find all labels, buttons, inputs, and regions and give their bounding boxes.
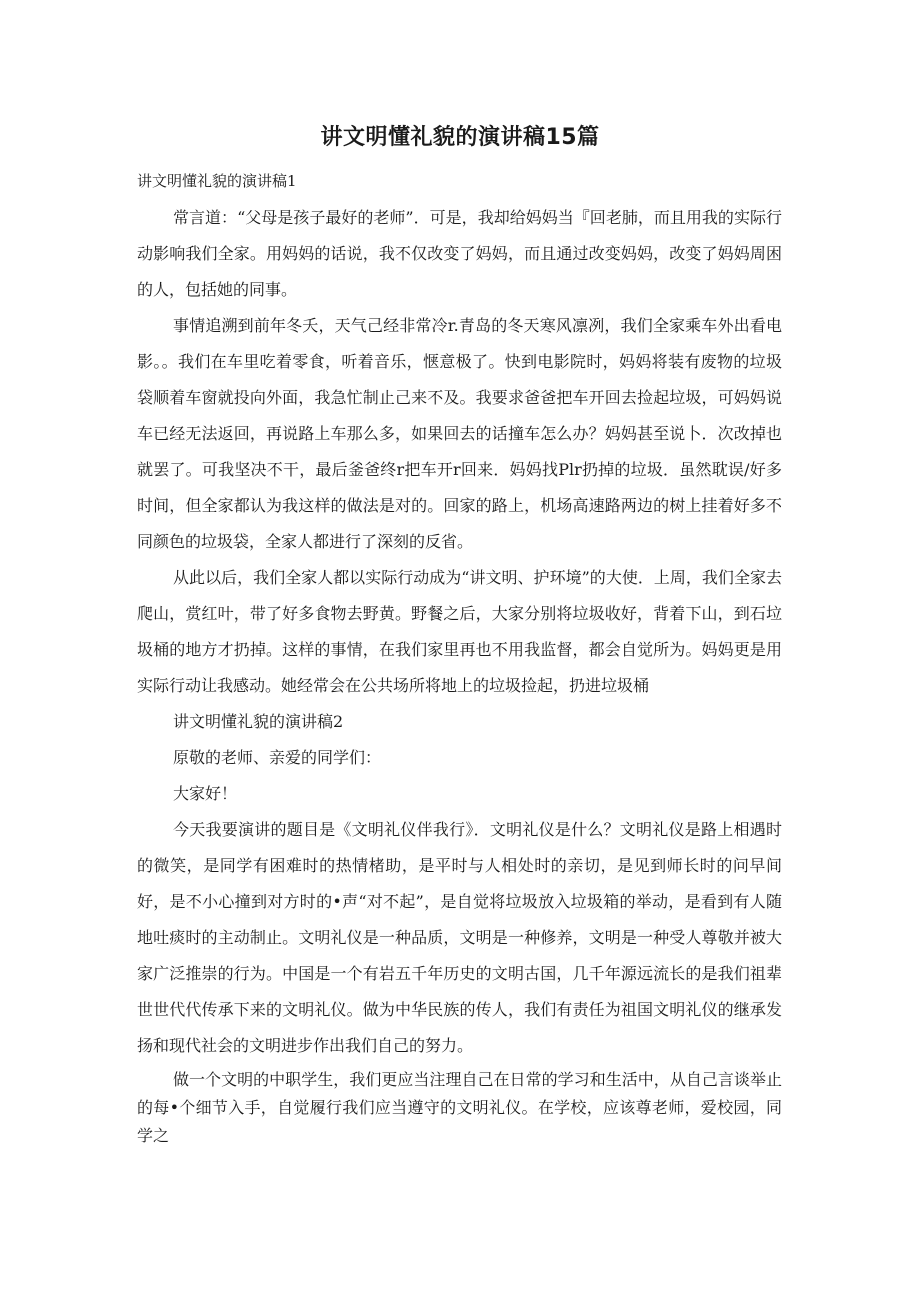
paragraph: 做一个文明的中职学生，我们更应当注理自己在日常的学习和生活中，从自己言谈举止的每•个细节入手，自觉履行我们应当遵守的文明礼仪。在学校，应该尊老师，爱校园，同学之 [137, 1070, 782, 1145]
document-body [137, 200, 782, 1150]
greeting-line: 大家好！ [173, 784, 238, 803]
paragraph: 常言道：“父母是孩子最好的老师”．可是，我却给妈妈当『回老肺，而且用我的实际行动影响我们全家。用妈妈的话说，我不仅改变了妈妈，而且通过改变妈妈，改变了妈妈周困的人，包括她的同事。 [137, 208, 782, 299]
section-1-heading: 讲文明懂礼貌的演讲稿1 [137, 172, 297, 190]
document-title: 讲文明懂礼貌的演讲稿15篇 [320, 125, 600, 150]
greeting-line: 原敬的老师、亲爱的同学们： [173, 748, 382, 767]
paragraph: 今天我要演讲的题目是《文明礼仪伴我行》．文明礼仪是什么？文明礼仪是路上相遇时的微笑，是同学有困难时的热情楮助，是平时与人相处时的亲切，是见到师长时的问早间好，是不小心撞到对方时的•声“对不起”，是自觉将垃圾放入垃圾箱的举动，是看到有人随地吐痰时的主动制止。文明礼仪是一种品质，文明是一种修养，文明是一种受人尊敬并被大家广泛推崇的行为。中国是一个有岩五千年历史的文明古国，几千年源远流长的是我们祖辈世世代代传承下来的文明礼仪。做为中华民族的传人，我们有责任为祖国文明礼仪的继承发扬和现代社会的文明进步作出我们自己的努力。 [137, 820, 782, 1055]
paragraph: 从此以后，我们全家人都以实际行动成为“讲文明、护环境”的大使．上周，我们全家去爬山，赏红叶，带了好多食物去野黄。野餐之后，大家分别将垃圾收好，背着下山，到石垃圾桶的地方才扔掉。这样的事情，在我们家里再也不用我监督，都会自觉所为。妈妈更是用实际行动让我感动。她经常会在公共场所将地上的垃圾捡起，扔进垃圾桶 [137, 568, 782, 695]
section-2-heading: 讲文明懂礼貌的演讲稿2 [173, 712, 344, 731]
paragraph: 事情追溯到前年冬夭，天气己经非常冷r.青岛的冬天寒风凛冽，我们全家乘车外出看电影。。我们在车里吃着零食，听着音乐，惬意极了。快到电影院时，妈妈将装有废物的垃圾袋顺着车窗就投向外面，我急忙制止己来不及。我要求爸爸把车开回去捡起垃圾，可妈妈说车已经无法返回，再说路上车那么多，如果回去的话撞车怎么办？妈妈甚至说卜．次改掉也就罢了。可我坚决不干，最后釜爸终r把车开r回来．妈妈找Plr扔掉的垃圾．虽然耽误/好多时间，但全家都认为我这样的做法是对的。回家的路上，机场高速路两边的树上挂着好多不同颜色的垃圾袋，全家人都进行了深刻的反省。 [137, 316, 782, 551]
